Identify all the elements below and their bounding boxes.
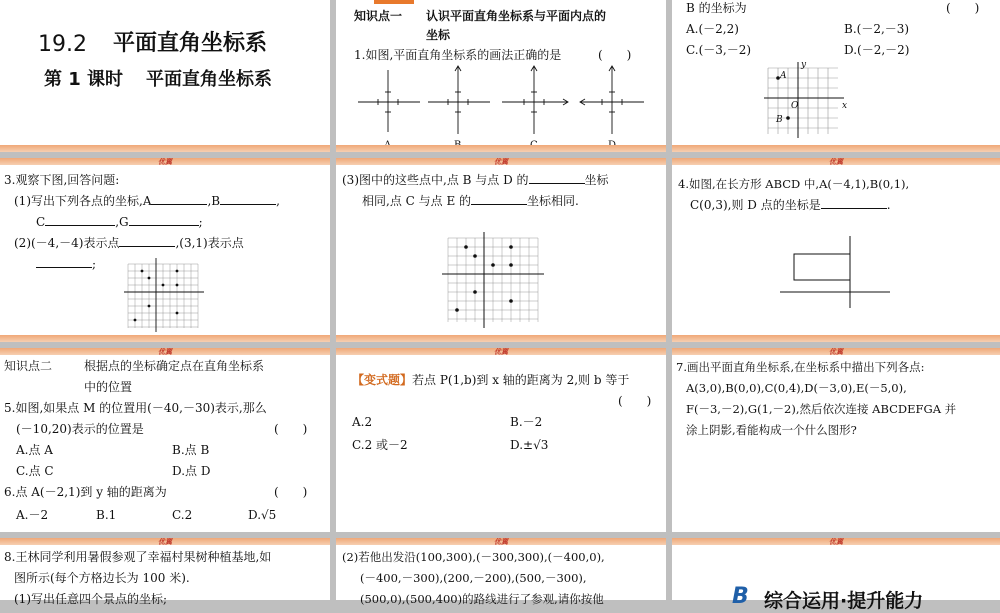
- section-heading: 综合运用·提升能力: [764, 590, 924, 612]
- blank-g[interactable]: [129, 212, 199, 226]
- cell-q7: [672, 348, 1000, 532]
- logo: 优翼: [829, 538, 843, 546]
- q3-part3-line2: [362, 191, 579, 212]
- q3-part1-line2: [36, 212, 203, 233]
- footer-band: [0, 145, 330, 152]
- knowledge-point-text: 认识平面直角坐标系与平面内点的: [426, 9, 607, 23]
- x-axis-label: x: [842, 101, 848, 111]
- q3-part3-line1: [342, 170, 609, 191]
- q3-part2-b: ,(3,1)表示点: [175, 236, 244, 250]
- header-band: [672, 538, 1000, 545]
- header-band: [336, 158, 666, 165]
- q3-part2-line2: [36, 254, 96, 275]
- figure-a: [358, 70, 420, 132]
- logo: 优翼: [158, 538, 172, 546]
- answer-paren: ( ): [274, 485, 308, 499]
- q8-part2-line2: (－400,－300),(200,－200),(500,－300),: [360, 571, 587, 585]
- cell-q4: [672, 158, 1000, 342]
- lesson-number: 第 1 课时: [44, 69, 124, 90]
- rectangle-figure: [780, 232, 900, 312]
- blank-coord-2[interactable]: [471, 191, 527, 205]
- figure-d: [580, 66, 644, 134]
- logo: 优翼: [158, 348, 172, 356]
- variant-tag: 【变式题】: [352, 373, 413, 387]
- origin-label: O: [791, 101, 799, 111]
- blank-c[interactable]: [45, 212, 115, 226]
- logo: 优翼: [158, 158, 172, 166]
- point-b-label: B: [776, 115, 783, 125]
- q3-grid-figure-large: [440, 230, 550, 330]
- cell-q3: [0, 158, 330, 342]
- answer-paren: ( ): [274, 422, 308, 436]
- q6-option-d: D.√5: [248, 508, 277, 522]
- lesson-title: 平面直角坐标系: [146, 69, 272, 90]
- q5-option-c: C.点 C: [16, 464, 54, 478]
- header-band: [0, 348, 330, 355]
- option-d: D.(－2,－2): [844, 43, 910, 57]
- variant-option-a: A.2: [352, 415, 373, 429]
- question-1: 1.如图,平面直角坐标系的画法正确的是: [354, 48, 562, 62]
- blank-a[interactable]: [151, 191, 207, 205]
- q3-part2: [14, 233, 244, 254]
- question-4-line2: [690, 195, 891, 216]
- answer-paren: ( ): [946, 1, 980, 15]
- logo: 优翼: [494, 158, 508, 166]
- semicolon: ;: [198, 215, 203, 229]
- question-8-line1: 8.王林同学利用暑假参观了幸福村果树种植基地,如: [4, 550, 272, 564]
- question-6: 6.点 A(－2,1)到 y 轴的距离为: [4, 485, 167, 499]
- q8-part2-line1: (2)若他出发沿(100,300),(－300,300),(－400,0),: [342, 550, 605, 564]
- option-a: A.(－2,2): [686, 22, 739, 36]
- variant-option-b: B.－2: [510, 415, 543, 429]
- question-3: 3.观察下图,回答问题:: [4, 173, 120, 187]
- chapter-number: 19.2: [38, 32, 87, 57]
- answer-paren: ( ): [618, 394, 652, 408]
- variant-question: [352, 370, 629, 391]
- q5-option-b: B.点 B: [172, 443, 210, 457]
- cell-section-b: [672, 538, 1000, 612]
- cell-q5-q6: [0, 348, 330, 532]
- comma: ,: [276, 194, 280, 208]
- q5-option-a: A.点 A: [16, 443, 53, 457]
- variant-option-d: D.±√3: [510, 438, 549, 452]
- q3-grid-figure: [120, 254, 210, 334]
- cell-title: [0, 0, 330, 152]
- q1-axis-figures: [354, 62, 654, 152]
- q3-part3-d: 坐标相同.: [527, 194, 579, 208]
- semicolon: ;: [92, 257, 97, 271]
- knowledge-point-label: 知识点一: [354, 9, 403, 23]
- q6-option-b: B.1: [96, 508, 117, 522]
- figure-b: [428, 66, 490, 134]
- q3-part1: [14, 191, 280, 212]
- question-5-line1: 5.如图,如果点 M 的位置用(－40,－30)表示,那么: [4, 401, 267, 415]
- q6-option-c: C.2: [172, 508, 193, 522]
- knowledge-point-2-label: 知识点二: [4, 359, 53, 373]
- blank-b[interactable]: [220, 191, 276, 205]
- q3-part3-a: (3)图中的这些点中,点 B 与点 D 的: [342, 173, 529, 187]
- knowledge-point-text-2: 坐标: [426, 28, 451, 42]
- period: .: [886, 198, 891, 212]
- q3-part2-a: (2)(－4,－4)表示点: [14, 236, 120, 250]
- footer-band: [0, 335, 330, 342]
- point-a-label: A: [780, 71, 787, 81]
- question-stem-tail: B 的坐标为: [686, 1, 747, 15]
- question-4-text: C(0,3),则 D 点的坐标是: [690, 198, 821, 212]
- knowledge-point-2-text-2: 中的位置: [84, 380, 133, 394]
- footer-band: [672, 335, 1000, 342]
- question-4-line1: 4.如图,在长方形 ABCD 中,A(－4,1),B(0,1),: [678, 177, 910, 191]
- q3-part1-b: ,B: [207, 194, 221, 208]
- blank-point-2[interactable]: [36, 254, 92, 268]
- y-axis-label: y: [801, 60, 807, 70]
- question-8-line3: (1)写出任意四个景点的坐标;: [14, 592, 168, 606]
- option-c: C.(－3,－2): [686, 43, 752, 57]
- question-7-line3: F(－3,－2),G(1,－2),然后依次连接 ABCDEFGA 并: [686, 402, 957, 416]
- q3-part3-b: 坐标: [584, 173, 609, 187]
- footer-band: [672, 145, 1000, 152]
- q5-option-d: D.点 D: [172, 464, 211, 478]
- header-band: [336, 538, 666, 545]
- header-band: [336, 348, 666, 355]
- logo: 优翼: [494, 348, 508, 356]
- figure-c: [502, 66, 568, 134]
- cell-q8: [0, 538, 330, 606]
- cell-q3-continued: [336, 158, 666, 342]
- question-7-line2: A(3,0),B(0,0),C(0,4),D(－3,0),E(－5,0),: [686, 381, 907, 395]
- section-letter: B: [732, 584, 749, 609]
- header-band: [672, 348, 1000, 355]
- q3-part3-c: 相同,点 C 与点 E 的: [362, 194, 472, 208]
- answer-paren: ( ): [598, 48, 632, 62]
- question-8-line2: 图所示(每个方格边长为 100 米).: [14, 571, 190, 585]
- logo: 优翼: [494, 538, 508, 546]
- blank-point-1[interactable]: [119, 233, 175, 247]
- question-7-line4: 涂上阴影,看能构成一个什么图形?: [686, 423, 857, 437]
- question-7-line1: 7.画出平面直角坐标系,在坐标系中描出下列各点:: [676, 360, 925, 374]
- q3-part1-c: C: [36, 215, 46, 229]
- q3-part1-a: (1)写出下列各点的坐标,A: [14, 194, 152, 208]
- header-band: [0, 538, 330, 545]
- variant-question-text: 若点 P(1,b)到 x 轴的距离为 2,则 b 等于: [412, 373, 630, 387]
- option-b: B.(－2,－3): [844, 22, 910, 36]
- blank-d[interactable]: [821, 195, 887, 209]
- section-banner-fragment: [374, 0, 414, 4]
- footer-band: [336, 145, 666, 152]
- cell-q1: [336, 0, 666, 152]
- cell-q2: [672, 0, 1000, 152]
- logo: 优翼: [829, 158, 843, 166]
- question-5-line2: (－10,20)表示的位置是: [16, 422, 144, 436]
- variant-option-c: C.2 或－2: [352, 438, 408, 452]
- cell-q8-part2: [336, 538, 666, 606]
- q3-part1-d: ,G: [115, 215, 129, 229]
- footer-band: [336, 335, 666, 342]
- q8-part2-line3: (500,0),(500,400)的路线进行了参观,请你按他: [360, 592, 604, 606]
- logo: 优翼: [829, 348, 843, 356]
- chapter-title: 平面直角坐标系: [113, 31, 268, 56]
- header-band: [0, 158, 330, 165]
- q2-grid-figure: [764, 60, 850, 140]
- cell-variant-question: [336, 348, 666, 532]
- blank-coord-1[interactable]: [529, 170, 585, 184]
- q6-option-a: A.－2: [16, 508, 49, 522]
- header-band: [672, 158, 1000, 165]
- knowledge-point-2-text: 根据点的坐标确定点在直角坐标系: [84, 359, 265, 373]
